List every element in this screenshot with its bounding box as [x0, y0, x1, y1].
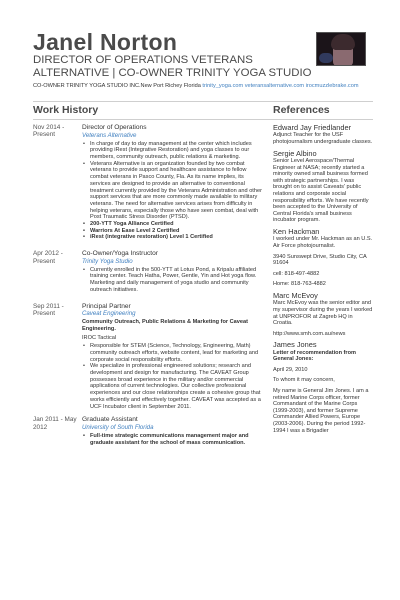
reference-name: Ken Hackman	[273, 226, 320, 236]
reference-name: Marc McEvoy	[273, 290, 318, 300]
references-list	[273, 124, 373, 434]
work-history-list	[33, 124, 263, 446]
job-bullet: • Currently enrolled in the 500-YTT at Lotus Pond, a Kripalu affiliated training center. Teach Hatha, Power, Gentle, Yin and Hot yoga flow. Marketing and daily management of yoga studio and community outreach initiatives.	[82, 267, 262, 294]
profile-photo	[316, 32, 366, 66]
job-bullet: • Veterans Alternative is an organization founded by two combat veterans to provide support and healthcare assistance to fellow combat veterans in Pasco County, Fla. As its name implies, its services are designed to provide an alternative to conventional treatment currently provided by the Veterans Administration and other support services that are more commonly made available to military veterans. The need for alternative services arises from difficulty in helping veterans, especially those who have seen combat, deal with Post Traumatic Stress Disorder (PTSD).	[82, 161, 262, 221]
reference-text: Adjunct Teacher for the USF photojournalism undergraduate classes.	[273, 132, 373, 145]
reference-text: 3940 Sunswept Drive, Studio City, CA 91604	[273, 253, 367, 267]
reference-text: To whom it may concern,	[273, 377, 335, 384]
link-trinity-yoga[interactable]: trinity_yoga.com	[202, 83, 244, 89]
job-bullet: • Responsible for STEM (Science, Technology, Engineering, Math) community outreach efforts, website content, lead for marketing and corporate social responsibility efforts.	[82, 343, 262, 363]
job-organization: Caveat Engineering	[82, 310, 136, 318]
job-paragraph: Community Outreach, Public Relations & Marketing for Caveat Engineering.	[82, 319, 248, 332]
contact-address: CO-OWNER TRINITY YOGA STUDIO INC.New Port Richey Florida	[33, 83, 201, 89]
job-entry	[33, 124, 263, 241]
job-dates: Nov 2014 - Present	[33, 124, 65, 139]
reference-text: cell: 818-497-4882	[273, 270, 320, 277]
job-bullet: • 200-YTT Yoga Alliance Certified	[82, 221, 262, 228]
work-history-heading: Work History	[33, 104, 99, 116]
contact-line	[33, 83, 373, 89]
job-bullet: • Full-time strategic communications management major and graduate assistant for the school of mass communication.	[82, 433, 262, 446]
reference-name: James Jones	[273, 340, 317, 350]
references-heading: References	[273, 104, 330, 116]
job-title: Co-Owner/Yoga Instructor	[82, 250, 158, 258]
reference-text: http://www.smh.com.au/news	[273, 330, 346, 337]
job-bullet: • iRest (integrative restoration) Level 1 Certified	[82, 234, 262, 241]
job-entry	[33, 303, 263, 411]
reference-name: Sergie Albino	[273, 148, 317, 158]
job-details	[82, 416, 262, 446]
job-details	[82, 124, 262, 241]
job-organization: Trinity Yoga Studio	[82, 257, 133, 265]
candidate-name: Janel Norton	[33, 29, 178, 55]
contact-links	[202, 83, 358, 89]
job-details	[82, 303, 262, 411]
reference-text: My name is General Jim Jones. I am a retired Marine Corps officer, former Commandant of the Marine Corps (1999-2003), and former Supreme Commander Allied Powers, Europe (2003-2006). During the period 1992-1994 I was a Brigadier	[273, 388, 369, 434]
job-bullet-list	[82, 343, 262, 410]
job-entry	[33, 416, 263, 446]
job-title: Principal Partner	[82, 302, 131, 310]
job-bullet-list	[82, 267, 262, 294]
link-iroc[interactable]: irocmuzzlebrake.com	[305, 83, 359, 89]
job-dates: Apr 2012 - Present	[33, 250, 63, 265]
job-bullet: • In charge of day to day management at the center which includes providing iRest (Integrative Restoration) and yoga classes to our members, community outreach, public relations & marketing.	[82, 141, 262, 161]
job-entry	[33, 250, 263, 293]
link-veterans-alternative[interactable]: veteransalternative.com	[244, 83, 305, 89]
section-divider	[33, 119, 373, 120]
job-organization: University of South Florida	[82, 423, 154, 431]
reference-text: Home: 818-763-4882	[273, 281, 326, 288]
reference-name: Edward Jay Friedlander	[273, 123, 352, 132]
job-dates: Sep 2011 - Present	[33, 302, 64, 317]
reference-text: Letter of recommendation from General Jones:	[273, 349, 356, 363]
job-bullet-list	[82, 141, 262, 242]
job-bullet: • We specialize in professional engineered solutions; research and development and design for manufacturing. The CAVEAT Group possesses broad experience in the military and/or commercial applications of current technologies. Our collective professional experiences and our close relationships create a cohesive group that works efficiently and effectively together. CAVEAT was accepted as a UCF Incubator client in September 2011.	[82, 363, 262, 410]
candidate-title: DIRECTOR OF OPERATIONS VETERANS ALTERNATIVE | CO-OWNER TRINITY YOGA STUDIO	[33, 54, 312, 79]
reference-text: Marc McEvoy was the senior editor and my supervisor during the years I worked at UNPROFOR at Zagreb HQ in Croatia.	[273, 300, 373, 327]
job-title: Graduate Assistant	[82, 416, 138, 424]
job-organization: Veterans Alternative	[82, 131, 137, 139]
reference-text: April 29, 2010	[273, 366, 308, 373]
job-bullet-list	[82, 433, 262, 446]
job-title: Director of Operations	[82, 124, 147, 131]
job-details	[82, 250, 262, 293]
header-divider	[33, 101, 373, 102]
job-bullet: • Warriors At Ease Level 2 Certified	[82, 228, 262, 235]
reference-text: I worked under Mr. Hackman as an U.S. Air Force photojournalist.	[273, 236, 373, 249]
reference-text: Senior Level Aerospace/Thermal Engineer at NASA; recently started a minority owned small business formed with strategic partnerships. I was brought on to assist Caveats' public relations and corporate social responsibility efforts. We have recently been accepted to the University of Central Florida's small business incubator program.	[273, 158, 369, 224]
job-paragraph: IROC Tactical	[82, 334, 117, 341]
job-dates: Jan 2011 - May 2012	[33, 416, 77, 431]
